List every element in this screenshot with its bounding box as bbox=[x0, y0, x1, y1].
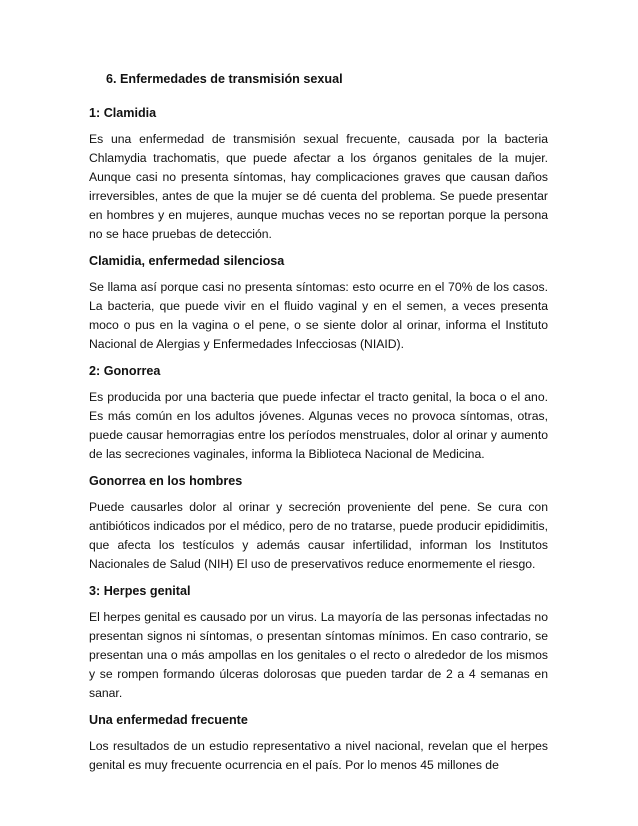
heading-gonorrea: 2: Gonorrea bbox=[89, 364, 161, 378]
paragraph-clamidia: Es una enfermedad de transmisión sexual frecuente, causada por la bacteria Chlamydia trachomatis, que puede afectar a los órganos genitales de la mujer. Aunque casi no presenta síntomas, hay complicaciones graves que causan daños irreversibles, antes de que la mujer se dé cuenta del problema. Se puede presentar en hombres y en mujeres, aunque muchas veces no se reportan porque la persona no se hace pruebas de detección. bbox=[89, 132, 548, 241]
heading-gonorrea-hombres: Gonorrea en los hombres bbox=[89, 474, 243, 488]
paragraph-gonorrea-hombres: Puede causarles dolor al orinar y secreción proveniente del pene. Se cura con antibióticos indicados por el médico, pero de no tratarse, puede producir epididimitis, que afecta los testículos y además causar infertilidad, informan los Institutos Nacionales de Salud (NIH) El uso de preservativos reduce enormemente el riesgo. bbox=[89, 500, 548, 571]
paragraph-herpes-genital: El herpes genital es causado por un virus. La mayoría de las personas infectadas no presentan signos ni síntomas, o presentan síntomas mínimos. En caso contrario, se presentan una o más ampollas en los genitales o el recto o alrededor de los mismos y se rompen formando úlceras dolorosas que pueden tardar de 2 a 4 semanas en sanar. bbox=[89, 610, 548, 700]
paragraph-enfermedad-frecuente: Los resultados de un estudio representativo a nivel nacional, revelan que el herpes genital es muy frecuente ocurrencia en el país. Por lo menos 45 millones de bbox=[89, 739, 548, 772]
section-title: 6. Enfermedades de transmisión sexual bbox=[106, 72, 343, 86]
heading-herpes-genital: 3: Herpes genital bbox=[89, 584, 191, 598]
paragraph-clamidia-silenciosa: Se llama así porque casi no presenta síntomas: esto ocurre en el 70% de los casos. La bacteria, que puede vivir en el fluido vaginal y en el semen, a veces presenta moco o pus en la vagina o el pene, o se siente dolor al orinar, informa el Instituto Nacional de Alergias y Enfermedades Infecciosas (NIAID). bbox=[89, 280, 548, 351]
heading-clamidia: 1: Clamidia bbox=[89, 106, 157, 120]
heading-enfermedad-frecuente: Una enfermedad frecuente bbox=[89, 713, 248, 727]
paragraph-gonorrea: Es producida por una bacteria que puede infectar el tracto genital, la boca o el ano. Es más común en los adultos jóvenes. Algunas veces no provoca síntomas, otras, puede causar hemorragias entre los períodos menstruales, dolor al orinar y aumento de las secreciones vaginales, informa la Biblioteca Nacional de Medicina. bbox=[89, 390, 548, 461]
heading-clamidia-silenciosa: Clamidia, enfermedad silenciosa bbox=[89, 254, 285, 268]
document-page bbox=[89, 70, 548, 783]
